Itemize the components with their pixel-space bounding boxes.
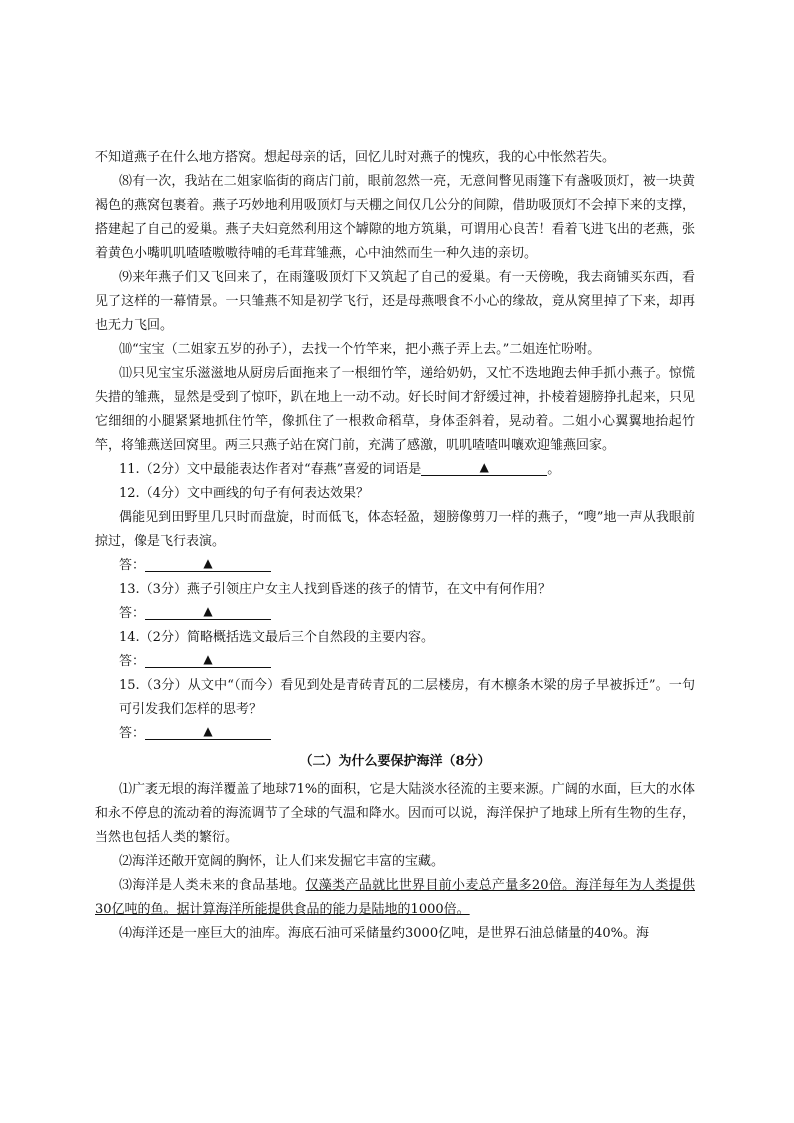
question-14: 14.（2分）简略概括选文最后三个自然段的主要内容。 bbox=[119, 630, 434, 645]
triangle-marker: ▲ bbox=[203, 604, 213, 618]
answer-label: 答： bbox=[119, 654, 146, 669]
triangle-marker: ▲ bbox=[203, 724, 213, 738]
question-11 bbox=[95, 458, 695, 482]
paragraph-9: ⑼来年燕子们又飞回来了，在雨篷吸顶灯下又筑起了自己的爱巢。有一天傍晚，我去商铺买东西，看见了这样的一幕情景。一只雏燕不知是初学飞行，还是母燕喂食不小心的缘故，竟从窝里掉了下来，却再也无力飞回。 bbox=[95, 270, 695, 333]
answer-line-13 bbox=[95, 602, 695, 626]
question-12: 12.（4分）文中画线的句子有何表达效果？ bbox=[119, 486, 369, 501]
answer-line-12 bbox=[95, 554, 695, 578]
question-13: 13.（3分）燕子引领庄户女主人找到昏迷的孩子的情节，在文中有何作用？ bbox=[119, 582, 551, 597]
underlined-sentence: 仅藻类产品就比世界目前小麦总产量多20倍。海洋每年为人类提供30亿吨的鱼。据计算海洋所能提供食品的能力是陆地的1000倍。 bbox=[95, 878, 695, 917]
triangle-marker: ▲ bbox=[203, 652, 213, 666]
question-11-text: 11.（2分）文中最能表达作者对“春燕”喜爱的词语是 bbox=[119, 462, 422, 477]
question-12-quote: 偶能见到田野里几只时而盘旋，时而低飞，体态轻盈，翅膀像剪刀一样的燕子，“嗖”地一声从我眼前掠过，像是飞行表演。 bbox=[95, 510, 695, 549]
ocean-paragraph-2: ⑵海洋还敞开宽阔的胸怀，让人们来发掘它丰富的宝藏。 bbox=[119, 854, 445, 869]
document-page bbox=[95, 146, 695, 946]
answer-blank-14[interactable] bbox=[145, 652, 271, 668]
answer-blank-11[interactable] bbox=[421, 460, 547, 476]
question-15: 15.（3分）从文中“（而今）看见到处是青砖青瓦的二层楼房，有木檩条木梁的房子早被拆迁”。一句可引发我们怎样的思考？ bbox=[119, 678, 695, 717]
question-11-end: 。 bbox=[547, 462, 561, 477]
answer-line-14 bbox=[95, 650, 695, 674]
answer-blank-12[interactable] bbox=[145, 556, 271, 572]
answer-label: 答： bbox=[119, 726, 146, 741]
triangle-marker: ▲ bbox=[479, 460, 489, 474]
paragraph-continued: 不知道燕子在什么地方搭窝。想起母亲的话，回忆儿时对燕子的愧疚，我的心中怅然若失。 bbox=[95, 150, 616, 165]
paragraph-8: ⑻有一次，我站在二姐家临街的商店门前，眼前忽然一亮，无意间瞥见雨篷下有盏吸顶灯，被一块黄褐色的燕窝包裹着。燕子巧妙地利用吸顶灯与天棚之间仅几公分的间隙，借助吸顶灯不会掉下来的支撑，搭建起了自己的爱巢。燕子夫妇竟然利用这个罅隙的地方筑巢，可谓用心良苦！看着飞进飞出的老燕，张着黄色小嘴叽叽喳喳嗷嗷待哺的毛茸茸雏燕，心中油然而生一种久违的亲切。 bbox=[95, 174, 695, 261]
answer-blank-13[interactable] bbox=[145, 604, 271, 620]
ocean-paragraph-3 bbox=[95, 874, 695, 922]
ocean-paragraph-4: ⑷海洋还是一座巨大的油库。海底石油可采储量约3000亿吨，是世界石油总储量的40%。海 bbox=[119, 926, 649, 941]
section-title: （二）为什么要保护海洋（8分） bbox=[299, 754, 491, 769]
paragraph-11: ⑾只见宝宝乐滋滋地从厨房后面拖来了一根细竹竿，递给奶奶，又忙不迭地跑去伸手抓小燕子。惊慌失措的雏燕，显然是受到了惊吓，趴在地上一动不动。好长时间才舒缓过神，扑棱着翅膀挣扎起来，只见它细细的小腿紧紧地抓住竹竿，像抓住了一根救命稻草，身体歪斜着，晃动着。二姐小心翼翼地抬起竹竿，将雏燕送回窝里。两三只燕子站在窝门前，充满了感激，叽叽喳喳叫嚷欢迎雏燕回家。 bbox=[95, 366, 695, 453]
ocean-paragraph-3-lead: ⑶海洋是人类未来的食品基地。 bbox=[119, 878, 306, 893]
answer-blank-15[interactable] bbox=[145, 724, 271, 740]
triangle-marker: ▲ bbox=[203, 556, 213, 570]
answer-label: 答： bbox=[119, 606, 146, 621]
paragraph-10: ⑽“宝宝（二姐家五岁的孙子），去找一个竹竿来，把小燕子弄上去。”二姐连忙吩咐。 bbox=[119, 342, 601, 357]
answer-label: 答： bbox=[119, 558, 146, 573]
answer-line-15 bbox=[95, 722, 695, 746]
ocean-paragraph-1: ⑴广袤无垠的海洋覆盖了地球71%的面积，它是大陆淡水径流的主要来源。广阔的水面，巨大的水体和永不停息的流动着的海流调节了全球的气温和降水。因而可以说，海洋保护了地球上所有生物的生存，当然也包括人类的繁衍。 bbox=[95, 782, 695, 845]
